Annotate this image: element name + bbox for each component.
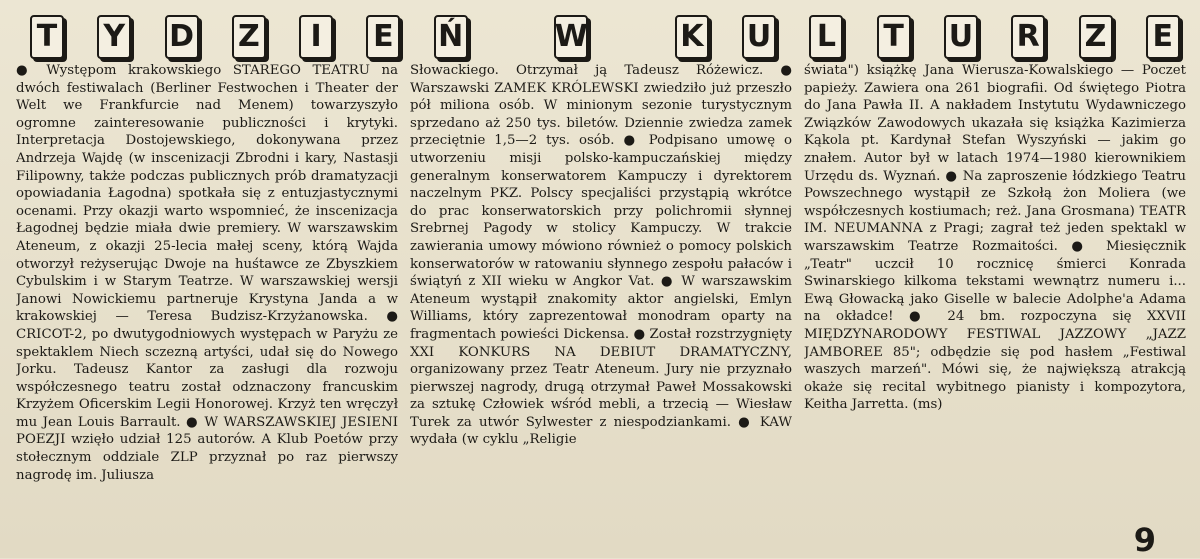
title-letter: U [742, 15, 776, 59]
column-2 [410, 62, 792, 532]
title-letter: R [1011, 15, 1045, 59]
title-letter: Y [97, 15, 131, 59]
column-3 [804, 62, 1186, 532]
title-letter: Z [232, 15, 266, 59]
section-title [30, 12, 1180, 62]
column-3-text: świata") książkę Jana Wierusza-Kowalskiego — Poczet papieży. Zawiera ona 261 biografii. Od świętego Piotra do Jana Pawła II. A nakładem Instytutu Wydawniczego Związków Zawodowych ukazała się książka Kazimierza Kąkola pt. Kardynał Stefan Wyszyński — jakim go znałem. Autor był w latach 1974—1980 kierownikiem Urzędu ds. Wyznań. ● Na zaproszenie łódzkiego Teatru Powszechnego wystąpił ze Szkołą żon Moliera (we współczesnych kostiumach; reż. Jana Grosmana) TEATR IM. NEUMANNA z Pragi; zagrał też jeden spektakl w warszawskim Teatrze Rozmaitości. ● Miesięcznik „Teatr" uczcił 10 rocznicę śmierci Konrada Swinarskiego kilkoma tekstami wewnątrz numeru i... Ewą Głowacką jako Giselle w balecie Adolphe'a Adama na okładce! ● 24 bm. rozpoczyna się XXVII MIĘDZYNARODOWY FESTIWAL JAZZOWY „JAZZ JAMBOREE 85"; odbędzie się pod hasłem „Festiwal waszych marzeń". Mówi się, że największą atrakcją okaże się recital wybitnego pianisty i kompozytora, Keitha Jarretta. (ms) [804, 63, 1186, 413]
title-letter: Z [1079, 15, 1113, 59]
title-letter: T [877, 15, 911, 59]
column-1-text: ● Występom krakowskiego STAREGO TEATRU na dwóch festiwalach (Berliner Festwochen i Theater der Welt we Frankfurcie nad Menem) towarzyszyło ogromne zainteresowanie publiczności i krytyki. Interpretacja Dostojewskiego, dokonywana przez Andrzeja Wajdę (w inscenizacji Zbrodni i kary, Nastasji Filipowny, także podczas publicznych prób dramatyzacji opowiadania Łagodna) spotkała się z entuzjastycznymi ocenami. Przy okazji warto wspomnieć, że inscenizacja Łagodnej będzie miała dwie premiery. W warszawskim Ateneum, z okazji 25-lecia małej sceny, którą Wajda otworzył reżyserując Dwoje na huśtawce ze Zbyszkiem Cybulskim i w Starym Teatrze. W warszawskiej wersji Janowi Nowickiemu partneruje Krystyna Janda a w krakowskiej — Teresa Budzisz-Krzyżanowska. ● CRICOT-2, po dwutygodniowych występach w Paryżu ze spektaklem Niech sczezną artyści, udał się do Nowego Jorku. Tadeusz Kantor za zasługi dla rozwoju współczesnego teatru został odznaczony francuskim Krzyżem Oficerskim Legii Honorowej. Krzyż ten wręczył mu Jean Louis Barrault. ● W WARSZAWSKIEJ JESIENI POEZJI wzięło udział 125 autorów. A Klub Poetów przy stołecznym oddziale ZLP przyznał po raz pierwszy nagrodę im. Juliusza [16, 63, 398, 483]
title-letter: Ń [434, 15, 468, 59]
column-1 [16, 62, 398, 532]
title-letter: E [366, 15, 400, 59]
title-letter: K [675, 15, 709, 59]
page-number: 9 [1133, 521, 1156, 559]
title-letter: U [944, 15, 978, 59]
title-letter: E [1146, 15, 1180, 59]
title-letter: T [30, 15, 64, 59]
title-letter: L [809, 15, 843, 59]
column-2-text: Słowackiego. Otrzymał ją Tadeusz Różewicz. ● Warszawski ZAMEK KRÓLEWSKI zwiedziło już przeszło pół miliona osób. W minionym sezonie turystycznym sprzedano aż 250 tys. biletów. Dziennie zwiedza zamek przeciętnie 1,5—2 tys. osób. ● Podpisano umowę o utworzeniu misji polsko-kampuczańskiej między generalnym konserwatorem Kampuczy i dyrektorem naczelnym PKZ. Polscy specjaliści przystąpią wkrótce do prac konserwatorskich przy polichromii słynnej Srebrnej Pagody w stolicy Kampuczy. W trakcie zawierania umowy mówiono również o pomocy polskich konserwatorów w ratowaniu słynnego zespołu pałaców i świątyń z XII wieku w Angkor Vat. ● W warszawskim Ateneum wystąpił znakomity aktor angielski, Emlyn Williams, który zaprezentował monodram oparty na fragmentach powieści Dickensa. ● Został rozstrzygnięty XXI KONKURS NA DEBIUT DRAMATYCZNY, organizowany przez Teatr Ateneum. Jury nie przyznało pierwszej nagrody, drugą otrzymał Paweł Mossakowski za sztukę Człowiek wśród mebli, a trzecią — Wiesław Turek za utwór Sylwester z niespodziankami. ● KAW wydała (w cyklu „Religie [410, 63, 792, 448]
title-letter: I [299, 15, 333, 59]
title-letter: D [165, 15, 199, 59]
article-columns [16, 62, 1186, 532]
title-letter: W [554, 15, 588, 59]
